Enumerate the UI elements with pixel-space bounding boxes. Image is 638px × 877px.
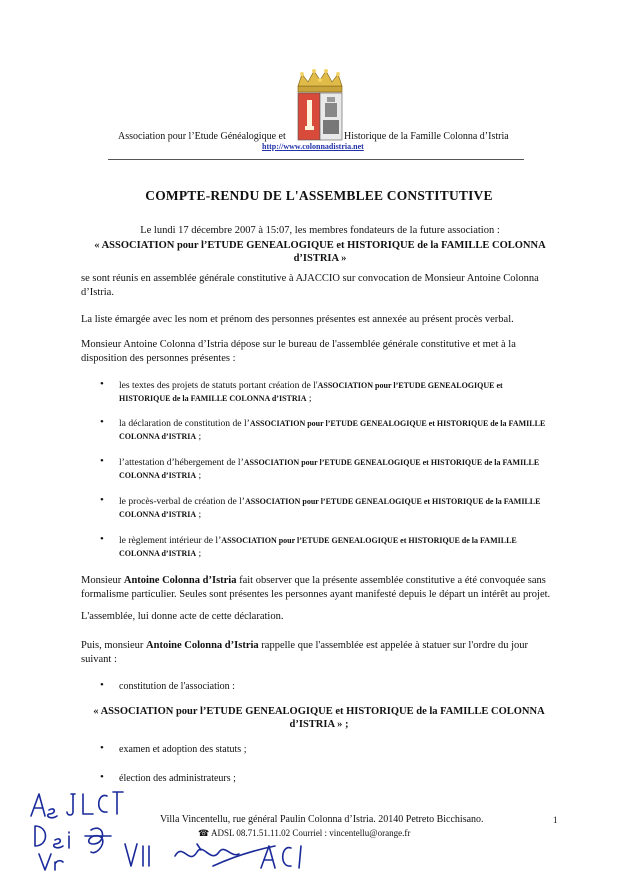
item-prefix: la déclaration de constitution de l’ xyxy=(119,418,250,429)
bullet-icon: • xyxy=(100,494,104,506)
agenda-item: examen et adoption des statuts ; xyxy=(119,744,247,755)
observer-name: Antoine Colonna d’Istria xyxy=(123,575,237,586)
bullet-icon: • xyxy=(100,455,104,467)
page-number: 1 xyxy=(553,815,558,825)
bullet-icon: • xyxy=(100,378,104,390)
observer-suffix: fait observer que la présente assemblée constitutive a été convoquée sans formalisme particulier. Seules sont présentes les personnes ayant manifesté depuis le départ un intérêt au projet. xyxy=(81,575,551,600)
agenda-association-name: « ASSOCIATION pour l’ETUDE GENEALOGIQUE et HISTORIQUE de la FAMILLE COLONNA d’ISTRIA » ; xyxy=(93,706,545,730)
footer-contact-text: ADSL 08.71.51.11.02 Courriel : vincentellu@orange.fr xyxy=(210,828,411,838)
item-association: ASSOCIATION pour l’ETUDE GENEALOGIQUE et HISTORIQUE de la FAMILLE COLONNA d’ISTRIA xyxy=(119,497,541,519)
paragraph-observer xyxy=(81,574,555,602)
document-title: COMPTE-RENDU DE L'ASSEMBLEE CONSTITUTIVE xyxy=(145,188,493,203)
ordre-name: Antoine Colonna d’Istria xyxy=(146,640,259,651)
item-prefix: les textes des projets de statuts portant création de l' xyxy=(119,380,318,391)
phone-icon: ☎ xyxy=(198,828,210,838)
paragraph-ordre xyxy=(81,639,555,667)
bullet-icon: • xyxy=(100,771,104,783)
paragraph-liste: La liste émargée avec les nom et prénom des personnes présentes est annexée au présent procès verbal. xyxy=(81,314,514,325)
family-crest-icon xyxy=(292,68,348,144)
item-association: ASSOCIATION pour l’ETUDE GENEALOGIQUE et HISTORIQUE de la FAMILLE COLONNA d’ISTRIA xyxy=(119,536,517,558)
item-prefix: le procès-verbal de création de l’ xyxy=(119,496,245,507)
bullet-icon: • xyxy=(100,742,104,754)
handwritten-signatures-icon xyxy=(25,786,325,876)
bullet-icon: • xyxy=(100,416,104,428)
item-association: ASSOCIATION pour l’ETUDE GENEALOGIQUE et HISTORIQUE de la FAMILLE COLONNA d’ISTRIA xyxy=(119,419,546,441)
item-prefix: le règlement intérieur de l’ xyxy=(119,535,222,546)
item-suffix: ; xyxy=(196,548,202,559)
item-association: ASSOCIATION pour l’ETUDE GENEALOGIQUE et HISTORIQUE de la FAMILLE COLONNA d’ISTRIA xyxy=(119,381,503,403)
item-suffix: ; xyxy=(196,431,202,442)
footer-address: Villa Vincentellu, rue général Paulin Colonna d’Istria. 20140 Petreto Bicchisano. xyxy=(160,814,484,825)
item-suffix: ; xyxy=(306,393,312,404)
paragraph-reunion: se sont réunis en assemblée générale constitutive à AJACCIO sur convocation de Monsieur Antoine Colonna d’Istria. xyxy=(81,273,539,298)
intro-line: Le lundi 17 décembre 2007 à 15:07, les membres fondateurs de la future association : xyxy=(140,225,500,236)
header-org-name-right: Historique de la Famille Colonna d’Istria xyxy=(344,131,509,142)
observer-prefix: Monsieur xyxy=(81,575,124,586)
paragraph-depose: Monsieur Antoine Colonna d’Istria dépose sur le bureau de l'assemblée générale constitutive et met à la disposition des personnes présentes : xyxy=(81,339,516,364)
item-association: ASSOCIATION pour l’ETUDE GENEALOGIQUE et HISTORIQUE de la FAMILLE COLONNA d’ISTRIA xyxy=(119,458,540,480)
website-link[interactable]: http://www.colonnadistria.net xyxy=(262,142,364,151)
agenda-item: constitution de l'association : xyxy=(119,681,235,692)
bullet-icon: • xyxy=(100,533,104,545)
bullet-icon: • xyxy=(100,679,104,691)
agenda-item: élection des administrateurs ; xyxy=(119,773,236,784)
association-name: « ASSOCIATION pour l’ETUDE GENEALOGIQUE et HISTORIQUE de la FAMILLE COLONNA d’ISTRIA » xyxy=(94,240,546,264)
ordre-prefix: Puis, monsieur xyxy=(81,640,147,651)
item-suffix: ; xyxy=(196,470,202,481)
item-suffix: ; xyxy=(196,509,202,520)
paragraph-acte: L'assemblée, lui donne acte de cette déclaration. xyxy=(81,611,284,622)
header-divider xyxy=(108,159,524,160)
item-prefix: l’attestation d’hébergement de l’ xyxy=(119,457,244,468)
header-org-name-left: Association pour l’Etude Généalogique et xyxy=(118,131,286,142)
ordre-suffix: rappelle que l'assemblée est appelée à statuer sur l'ordre du jour suivant : xyxy=(81,640,529,665)
